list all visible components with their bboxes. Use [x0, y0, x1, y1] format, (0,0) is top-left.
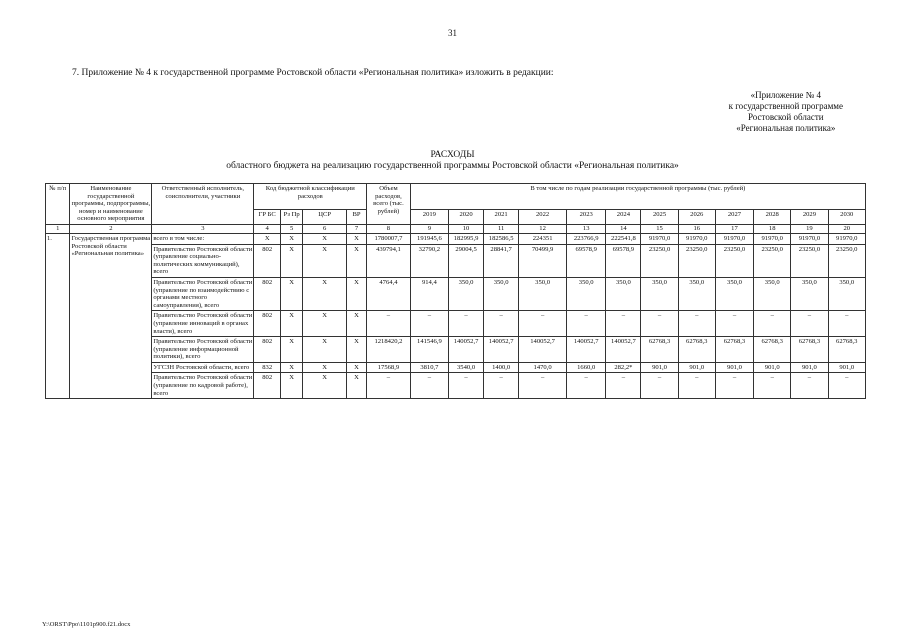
expenses-table: [45, 183, 866, 399]
year-value-cell: 141546,9: [410, 337, 448, 363]
vr-cell: Х: [346, 244, 366, 277]
csr-cell: Х: [303, 311, 347, 337]
header-total: Объем расходов, всего (тыс. рублей): [367, 184, 411, 225]
header-csr: ЦСР: [303, 209, 347, 224]
vr-cell: Х: [346, 277, 366, 310]
appendix-header: [729, 90, 843, 134]
year-value-cell: 901,0: [641, 362, 678, 373]
header-year: 2022: [519, 209, 567, 224]
responsible-cell: всего в том числе:: [152, 233, 254, 244]
table-row: [46, 311, 866, 337]
header-year: 2023: [567, 209, 606, 224]
rzpr-cell: Х: [280, 362, 302, 373]
column-number: 10: [449, 224, 484, 233]
year-value-cell: 69578,9: [567, 244, 606, 277]
header-row: [46, 184, 866, 210]
year-value-cell: 901,0: [791, 362, 828, 373]
year-value-cell: 350,0: [754, 277, 791, 310]
csr-cell: Х: [303, 362, 347, 373]
year-value-cell: –: [754, 373, 791, 399]
year-value-cell: 3810,7: [410, 362, 448, 373]
year-value-cell: 350,0: [449, 277, 484, 310]
header-year: 2020: [449, 209, 484, 224]
file-path: Y:\ORST\Ppo\1101p900.f21.docx: [42, 621, 131, 628]
appendix-line: к государственной программе: [728, 101, 843, 111]
year-value-cell: 914,4: [410, 277, 448, 310]
page-number: 31: [448, 28, 457, 38]
year-value-cell: –: [678, 373, 715, 399]
column-number: 16: [678, 224, 715, 233]
year-value-cell: 224351: [519, 233, 567, 244]
year-value-cell: –: [641, 373, 678, 399]
column-number: 1: [46, 224, 70, 233]
column-number: 18: [754, 224, 791, 233]
grbs-cell: 802: [254, 373, 281, 399]
year-value-cell: 23250,0: [641, 244, 678, 277]
year-value-cell: 350,0: [641, 277, 678, 310]
responsible-cell: Правительство Ростовской области (управление по кадровой работе), всего: [152, 373, 254, 399]
year-value-cell: 350,0: [519, 277, 567, 310]
year-value-cell: 140052,7: [519, 337, 567, 363]
year-value-cell: 23250,0: [678, 244, 715, 277]
header-responsible: Ответственный исполнитель, соисполнители, участники: [152, 184, 254, 225]
rzpr-cell: Х: [280, 373, 302, 399]
csr-cell: Х: [303, 233, 347, 244]
csr-cell: Х: [303, 373, 347, 399]
year-value-cell: 70499,9: [519, 244, 567, 277]
header-budget-code: Код бюджетной классификации расходов: [254, 184, 367, 210]
year-value-cell: 91970,0: [828, 233, 865, 244]
year-value-cell: 350,0: [606, 277, 641, 310]
year-value-cell: –: [754, 311, 791, 337]
year-value-cell: 901,0: [715, 362, 753, 373]
column-number: 8: [367, 224, 411, 233]
vr-cell: Х: [346, 373, 366, 399]
year-value-cell: 901,0: [754, 362, 791, 373]
rzpr-cell: Х: [280, 337, 302, 363]
header-year: 2024: [606, 209, 641, 224]
year-value-cell: 350,0: [567, 277, 606, 310]
year-value-cell: 350,0: [715, 277, 753, 310]
intro-text: 7. Приложение № 4 к государственной программе Ростовской области «Региональная политика» изложить в редакции:: [72, 68, 554, 78]
year-value-cell: 62768,3: [754, 337, 791, 363]
year-value-cell: –: [519, 373, 567, 399]
year-value-cell: 91970,0: [641, 233, 678, 244]
year-value-cell: –: [828, 373, 865, 399]
table-row: [46, 373, 866, 399]
year-value-cell: –: [484, 311, 519, 337]
year-value-cell: 3540,0: [449, 362, 484, 373]
year-value-cell: 282,2*: [606, 362, 641, 373]
appendix-line: Ростовской области: [748, 112, 824, 122]
column-number: 19: [791, 224, 828, 233]
header-year: 2019: [410, 209, 448, 224]
column-number-row: [46, 224, 866, 233]
year-value-cell: 350,0: [791, 277, 828, 310]
year-value-cell: 91970,0: [791, 233, 828, 244]
year-value-cell: 350,0: [678, 277, 715, 310]
year-value-cell: 23250,0: [754, 244, 791, 277]
year-value-cell: 182995,9: [449, 233, 484, 244]
column-number: 6: [303, 224, 347, 233]
header-year: 2028: [754, 209, 791, 224]
year-value-cell: 182586,5: [484, 233, 519, 244]
header-name: Наименование государственной программы, подпрограммы, номер и наименование основного мероприятия: [70, 184, 152, 225]
column-number: 13: [567, 224, 606, 233]
rzpr-cell: Х: [280, 311, 302, 337]
responsible-cell: Правительство Ростовской области (управление социально-политических коммуникаций), всего: [152, 244, 254, 277]
total-cell: 439794,1: [367, 244, 411, 277]
column-number: 3: [152, 224, 254, 233]
year-value-cell: –: [484, 373, 519, 399]
grbs-cell: 802: [254, 277, 281, 310]
column-number: 20: [828, 224, 865, 233]
header-year: 2027: [715, 209, 753, 224]
total-cell: 17568,9: [367, 362, 411, 373]
year-value-cell: 140052,7: [606, 337, 641, 363]
year-value-cell: 91970,0: [754, 233, 791, 244]
year-value-cell: 222541,8: [606, 233, 641, 244]
total-cell: –: [367, 311, 411, 337]
grbs-cell: Х: [254, 233, 281, 244]
vr-cell: Х: [346, 311, 366, 337]
year-value-cell: –: [567, 311, 606, 337]
appendix-line: «Региональная политика»: [736, 123, 836, 133]
year-value-cell: –: [410, 311, 448, 337]
total-cell: 4764,4: [367, 277, 411, 310]
appendix-line: «Приложение № 4: [750, 90, 821, 100]
year-value-cell: 350,0: [484, 277, 519, 310]
table-row: [46, 244, 866, 277]
responsible-cell: Правительство Ростовской области (управление инноваций в органах власти), всего: [152, 311, 254, 337]
year-value-cell: 69578,9: [606, 244, 641, 277]
grbs-cell: 802: [254, 311, 281, 337]
column-number: 9: [410, 224, 448, 233]
column-number: 12: [519, 224, 567, 233]
year-value-cell: 91970,0: [715, 233, 753, 244]
total-cell: 1780007,7: [367, 233, 411, 244]
year-value-cell: 191945,6: [410, 233, 448, 244]
csr-cell: Х: [303, 244, 347, 277]
vr-cell: Х: [346, 233, 366, 244]
year-value-cell: –: [606, 311, 641, 337]
year-value-cell: –: [715, 311, 753, 337]
header-rzpr: Рз Пр: [280, 209, 302, 224]
rzpr-cell: Х: [280, 233, 302, 244]
column-number: 11: [484, 224, 519, 233]
column-number: 7: [346, 224, 366, 233]
year-value-cell: –: [678, 311, 715, 337]
year-value-cell: 901,0: [678, 362, 715, 373]
total-cell: –: [367, 373, 411, 399]
year-value-cell: 62768,3: [828, 337, 865, 363]
vr-cell: Х: [346, 362, 366, 373]
table-row: [46, 362, 866, 373]
year-value-cell: –: [567, 373, 606, 399]
year-value-cell: –: [449, 311, 484, 337]
column-number: 14: [606, 224, 641, 233]
year-value-cell: 901,0: [828, 362, 865, 373]
year-value-cell: 350,0: [828, 277, 865, 310]
csr-cell: Х: [303, 337, 347, 363]
header-year: 2021: [484, 209, 519, 224]
year-value-cell: –: [606, 373, 641, 399]
year-value-cell: 23250,0: [715, 244, 753, 277]
year-value-cell: 29004,5: [449, 244, 484, 277]
total-cell: 1218420,2: [367, 337, 411, 363]
csr-cell: Х: [303, 277, 347, 310]
grbs-cell: 802: [254, 337, 281, 363]
table-row: [46, 233, 866, 244]
title-subheading: областного бюджета на реализацию государственной программы Ростовской области «Региональная политика»: [226, 161, 679, 171]
year-value-cell: 62768,3: [678, 337, 715, 363]
year-value-cell: 140052,7: [449, 337, 484, 363]
year-value-cell: 32790,2: [410, 244, 448, 277]
document-title: [0, 150, 905, 172]
year-value-cell: 140052,7: [567, 337, 606, 363]
year-value-cell: –: [449, 373, 484, 399]
year-value-cell: –: [410, 373, 448, 399]
year-value-cell: 62768,3: [791, 337, 828, 363]
table-row: [46, 337, 866, 363]
year-value-cell: –: [641, 311, 678, 337]
column-number: 5: [280, 224, 302, 233]
table-row: [46, 277, 866, 310]
header-year: 2026: [678, 209, 715, 224]
year-value-cell: –: [715, 373, 753, 399]
year-value-cell: 1660,0: [567, 362, 606, 373]
header-year: 2025: [641, 209, 678, 224]
year-value-cell: 23250,0: [791, 244, 828, 277]
grbs-cell: 802: [254, 244, 281, 277]
responsible-cell: Правительство Ростовской области (управление информационной политики), всего: [152, 337, 254, 363]
year-value-cell: –: [791, 373, 828, 399]
grbs-cell: 832: [254, 362, 281, 373]
header-grbs: ГР БС: [254, 209, 281, 224]
header-years: В том числе по годам реализации государственной программы (тыс. рублей): [410, 184, 865, 210]
header-vr: ВР: [346, 209, 366, 224]
year-value-cell: –: [828, 311, 865, 337]
year-value-cell: 140052,7: [484, 337, 519, 363]
row-number: 1.: [46, 233, 70, 398]
header-year: 2030: [828, 209, 865, 224]
year-value-cell: 23250,0: [828, 244, 865, 277]
responsible-cell: Правительство Ростовской области (управление по взаимодействию с органами местного самоуправления), всего: [152, 277, 254, 310]
rzpr-cell: Х: [280, 277, 302, 310]
column-number: 17: [715, 224, 753, 233]
header-year: 2029: [791, 209, 828, 224]
year-value-cell: 1470,0: [519, 362, 567, 373]
year-value-cell: 1400,0: [484, 362, 519, 373]
year-value-cell: –: [791, 311, 828, 337]
year-value-cell: –: [519, 311, 567, 337]
rzpr-cell: Х: [280, 244, 302, 277]
title-heading: РАСХОДЫ: [430, 150, 475, 160]
year-value-cell: 91970,0: [678, 233, 715, 244]
vr-cell: Х: [346, 337, 366, 363]
year-value-cell: 62768,3: [715, 337, 753, 363]
year-value-cell: 223766,9: [567, 233, 606, 244]
column-number: 2: [70, 224, 152, 233]
header-num: № п/п: [46, 184, 70, 225]
program-name: Государственная программа Ростовской области «Региональная политика»: [70, 233, 152, 398]
year-value-cell: 62768,3: [641, 337, 678, 363]
column-number: 15: [641, 224, 678, 233]
responsible-cell: УГСЗН Ростовской области, всего: [152, 362, 254, 373]
year-value-cell: 28841,7: [484, 244, 519, 277]
column-number: 4: [254, 224, 281, 233]
